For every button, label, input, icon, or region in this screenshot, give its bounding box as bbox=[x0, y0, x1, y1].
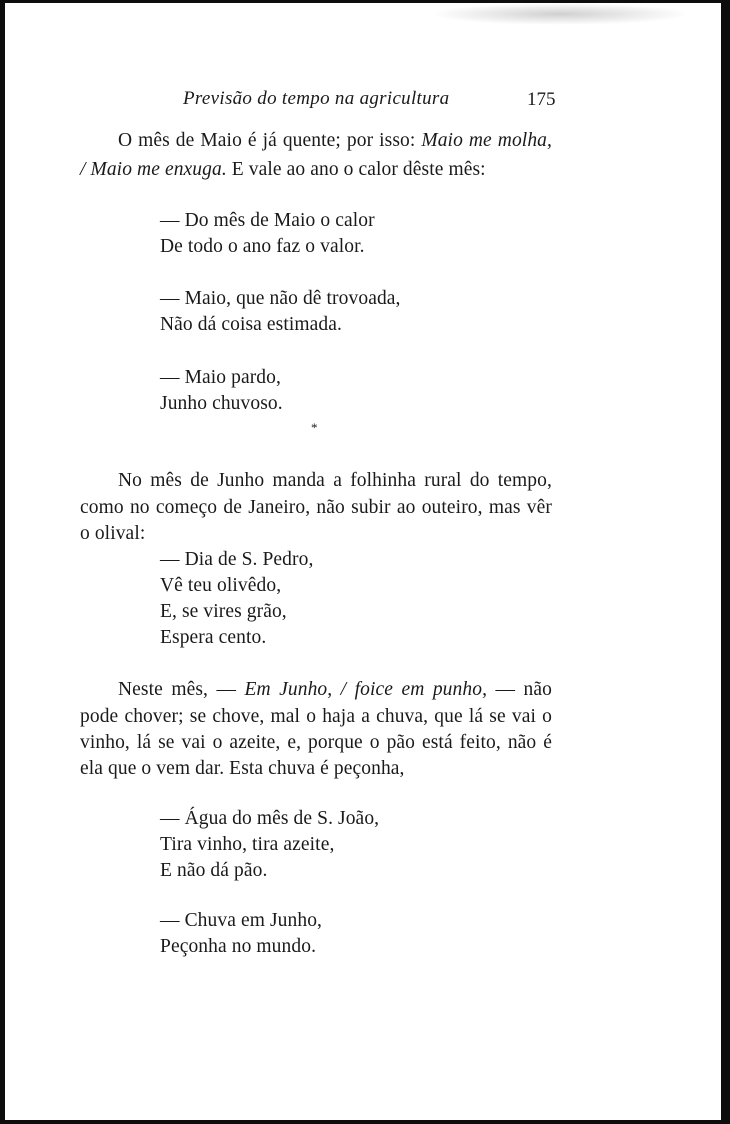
scan-smudge bbox=[430, 3, 690, 25]
paragraph-line: como no começo de Janeiro, não subir ao outeiro, mas vêr bbox=[80, 497, 552, 518]
verse-line: — Maio, que não dê trovoada, bbox=[160, 288, 401, 309]
verse-line: — Dia de S. Pedro, bbox=[160, 549, 314, 570]
text-run: O mês de Maio é já quente; por isso: bbox=[118, 130, 422, 151]
italic-run: / Maio me enxuga. bbox=[80, 159, 227, 180]
running-header: Previsão do tempo na agricultura bbox=[183, 88, 450, 109]
paragraph-line: o olival: bbox=[80, 523, 146, 544]
verse-line: Junho chuvoso. bbox=[160, 393, 283, 414]
italic-run: Em Junho, / foice em punho, bbox=[244, 679, 488, 700]
italic-run: Maio me molha, bbox=[421, 130, 552, 151]
text-run: E vale ao ano o calor dêste mês: bbox=[226, 159, 486, 180]
verse-line: Peçonha no mundo. bbox=[160, 936, 317, 957]
scan-border-bottom bbox=[0, 1120, 730, 1124]
verse-line: E, se vires grão, bbox=[160, 601, 287, 622]
verse-line: — Água do mês de S. João, bbox=[160, 808, 380, 829]
verse-line: Vê teu olivêdo, bbox=[160, 575, 282, 596]
verse-line: Espera cento. bbox=[160, 627, 267, 648]
verse-line: E não dá pão. bbox=[160, 860, 268, 881]
paragraph-line: ela que o vem dar. Esta chuva é peçonha, bbox=[80, 758, 405, 779]
verse-line: — Chuva em Junho, bbox=[160, 910, 323, 931]
verse-line: — Do mês de Maio o calor bbox=[160, 210, 375, 231]
scan-border-right bbox=[721, 0, 730, 1124]
page-number: 175 bbox=[527, 89, 556, 110]
paragraph-line bbox=[80, 158, 486, 182]
paragraph-line: No mês de Junho manda a folhinha rural do tempo, bbox=[118, 470, 552, 491]
verse-line: Não dá coisa estimada. bbox=[160, 314, 342, 335]
text-run: — não bbox=[487, 679, 552, 700]
verse-line: Tira vinho, tira azeite, bbox=[160, 834, 335, 855]
verse-line: — Maio pardo, bbox=[160, 367, 281, 388]
section-separator: * bbox=[311, 420, 318, 435]
paragraph-line: vinho, lá se vai o azeite, e, porque o pão está feito, não é bbox=[80, 732, 552, 753]
scan-border-left bbox=[0, 0, 5, 1124]
verse-line: De todo o ano faz o valor. bbox=[160, 236, 365, 257]
text-run: Neste mês, — bbox=[118, 679, 245, 700]
paragraph-line bbox=[118, 678, 552, 702]
paragraph-line: pode chover; se chove, mal o haja a chuva, que lá se vai o bbox=[80, 706, 552, 727]
paragraph-line bbox=[118, 129, 552, 153]
